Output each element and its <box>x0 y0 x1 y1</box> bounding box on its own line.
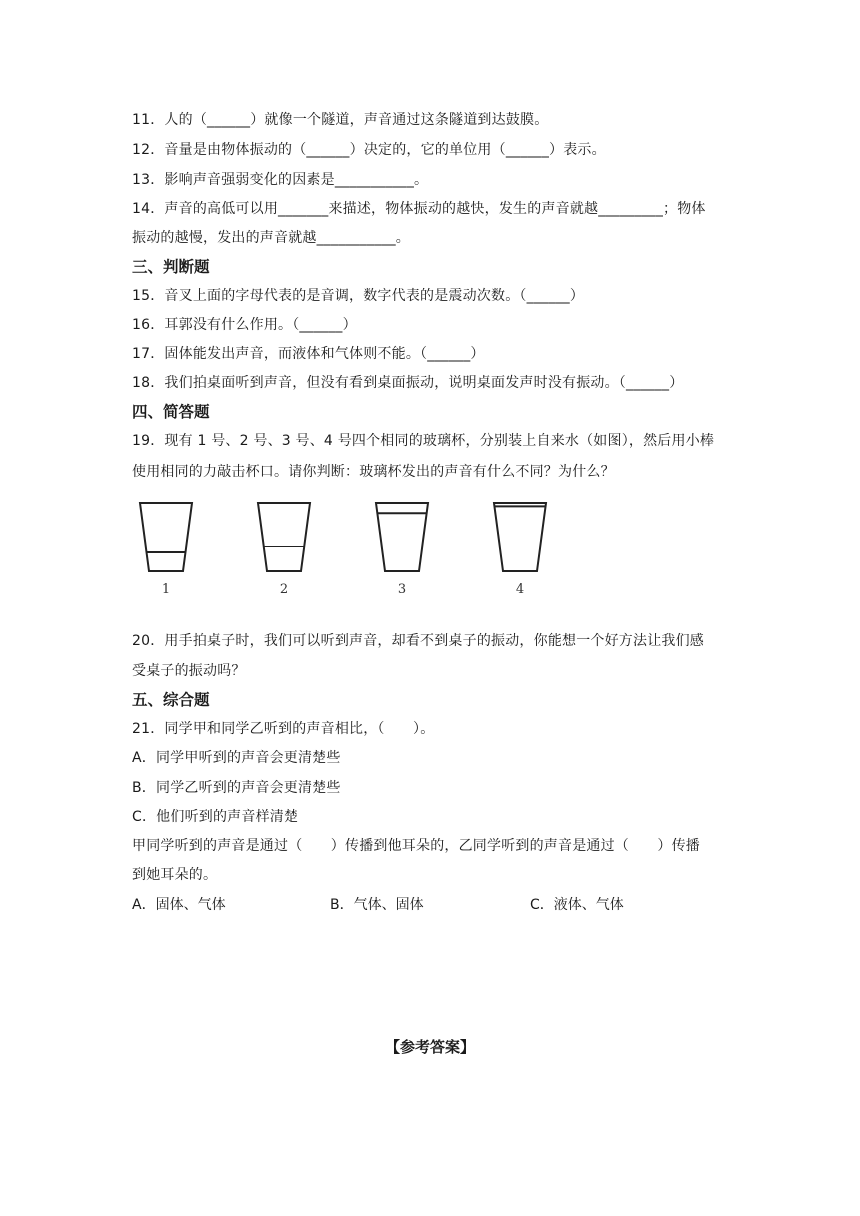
glass-cup-2 <box>258 503 310 597</box>
question-14-line-2: 振动的越慢，发出的声音就越___________。 <box>132 230 410 246</box>
question-11: 11．人的（______）就像一个隧道，声音通过这条隧道到达鼓膜。 <box>132 112 549 128</box>
section-heading-judge: 三、判断题 <box>132 258 210 276</box>
question-12: 12．音量是由物体振动的（______）决定的，它的单位用（______）表示。 <box>132 142 606 158</box>
question-21b-line-2: 到她耳朵的。 <box>132 867 218 883</box>
option2-b: B．气体、固体 <box>330 897 424 913</box>
question-14-line-1: 14．声音的高低可以用_______来描述，物体振动的越快，发生的声音就越_________；物体 <box>132 201 706 217</box>
cup-outline <box>494 503 546 571</box>
question-16: 16．耳郭没有什么作用。（______） <box>132 317 357 333</box>
glass-cup-3 <box>376 503 428 597</box>
reference-answer-title: 【参考答案】 <box>384 1038 475 1056</box>
cup-number-label: 4 <box>515 582 525 597</box>
question-21: 21．同学甲和同学乙听到的声音相比，（ ）。 <box>132 721 435 737</box>
cup-number-label: 1 <box>161 582 171 597</box>
option2-a: A．固体、气体 <box>132 897 226 913</box>
question-13: 13．影响声音强弱变化的因素是___________。 <box>132 172 429 188</box>
cup-outline <box>140 503 192 571</box>
glass-cup-1 <box>140 503 192 597</box>
cup-number-label: 3 <box>397 582 407 597</box>
option-b: B．同学乙听到的声音会更清楚些 <box>132 780 341 796</box>
question-20-line-2: 受桌子的振动吗？ <box>132 663 246 679</box>
question-19-line-1: 19．现有 1 号、2 号、3 号、4 号四个相同的玻璃杯，分别装上自来水（如图），然后用小棒 <box>132 433 715 449</box>
question-15: 15．音叉上面的字母代表的是音调，数字代表的是震动次数。（______） <box>132 288 585 304</box>
question-17: 17．固体能发出声音，而液体和气体则不能。（______） <box>132 346 485 362</box>
cup-outline <box>258 503 310 571</box>
question-19-line-2: 使用相同的力敲击杯口。请你判断：玻璃杯发出的声音有什么不同？为什么？ <box>132 464 615 480</box>
glass-cup-4 <box>494 503 546 597</box>
glass-cups-figure <box>128 495 548 600</box>
question-21b-line-1: 甲同学听到的声音是通过（ ）传播到他耳朵的，乙同学听到的声音是通过（ ）传播 <box>132 838 700 854</box>
section-heading-short-answer: 四、简答题 <box>132 403 210 421</box>
section-heading-comprehensive: 五、综合题 <box>132 691 210 709</box>
option2-c: C．液体、气体 <box>530 897 624 913</box>
cup-number-label: 2 <box>279 582 289 597</box>
question-18: 18．我们拍桌面听到声音，但没有看到桌面振动，说明桌面发声时没有振动。（______） <box>132 375 684 391</box>
question-20-line-1: 20．用手拍桌子时，我们可以听到声音，却看不到桌子的振动，你能想一个好方法让我们感 <box>132 633 705 649</box>
option-c: C．他们听到的声音样清楚 <box>132 809 299 825</box>
option-a: A．同学甲听到的声音会更清楚些 <box>132 750 341 766</box>
